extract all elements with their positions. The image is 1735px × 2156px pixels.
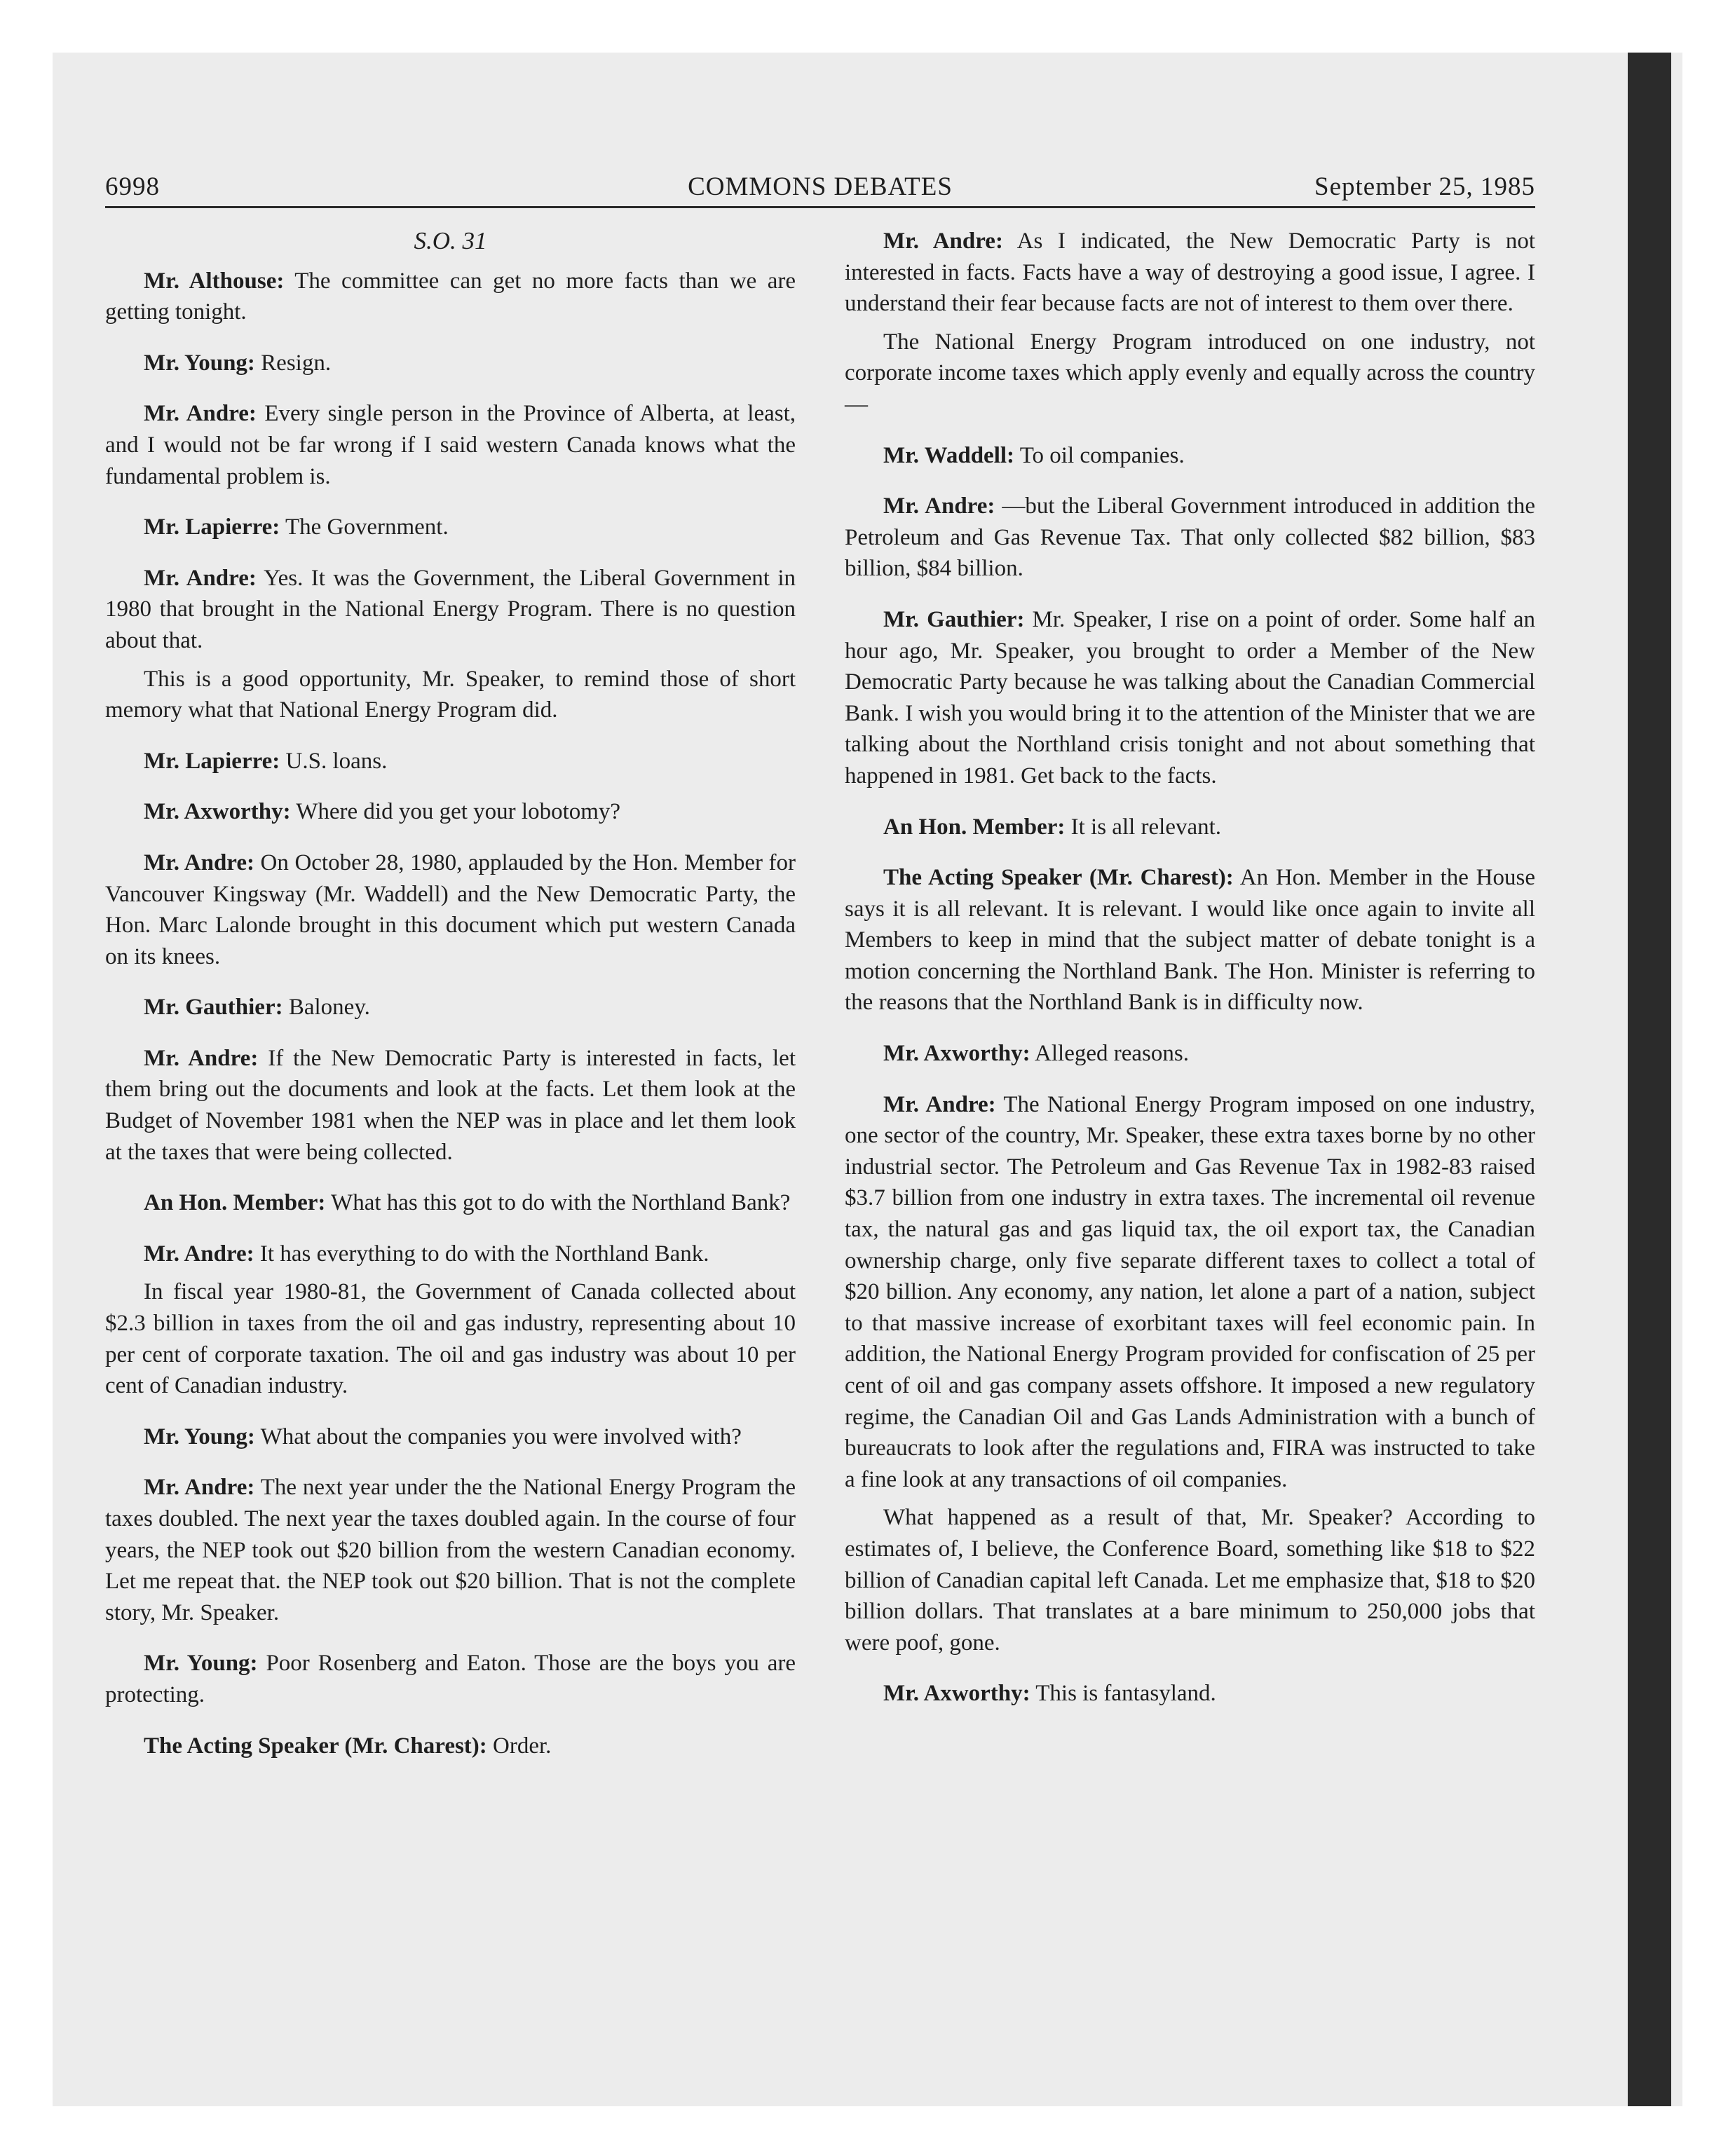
speech — [845, 440, 1535, 472]
speaker-name: Mr. Axworthy: — [883, 1681, 1030, 1707]
speech — [105, 563, 796, 657]
running-header — [105, 170, 1535, 208]
speech — [105, 992, 796, 1023]
speech — [105, 512, 796, 543]
speaker-name: Mr. Young: — [144, 350, 255, 376]
binding-edge — [1628, 53, 1671, 2106]
speech — [845, 862, 1535, 1018]
speaker-name: Mr. Andre: — [144, 850, 254, 875]
speech-text: Order. — [493, 1733, 552, 1759]
speech — [105, 1731, 796, 1762]
speaker-name: Mr. Andre: — [144, 1241, 254, 1267]
speech — [845, 1678, 1535, 1710]
speaker-name: Mr. Young: — [144, 1424, 255, 1449]
speech-text: Alleged reasons. — [1035, 1041, 1189, 1067]
speaker-name: Mr. Waddell: — [883, 442, 1015, 468]
speech — [105, 348, 796, 379]
speech — [105, 1421, 796, 1453]
speaker-name: Mr. Gauthier: — [883, 606, 1025, 632]
speaker-name: Mr. Andre: — [883, 1091, 996, 1117]
speech-continuation — [105, 1276, 796, 1401]
speech — [105, 746, 796, 777]
speech-text: The National Energy Program imposed on one industry, one sector of the country, Mr. Speaker, these extra taxes borne by no other industrial sector. The Petroleum and Gas Revenue Tax in 1982-83 raised $3.7 billion from one industry in extra taxes. The incremental oil revenue tax, the natural gas and gas liquid tax, the oil export tax, the Canadian ownership charge, only five separate different taxes to collect a total of $20 billion. Any economy, any nation, let alone a part of a nation, subject to that massive increase of exorbitant taxes will feel economic pain. In addition, the National Energy Program provided for confiscation of 25 per cent of oil and gas company assets offshore. It imposed a new regulatory regime, the Canadian Oil and Gas Lands Administration with a bunch of bureaucrats to look after the regulations and, FIRA was instructed to take a fine look at any transactions of oil companies. — [845, 1091, 1536, 1492]
speaker-name: Mr. Andre: — [144, 1475, 255, 1501]
speech-text: Where did you get your lobotomy? — [296, 799, 621, 825]
speech-text: It is all relevant. — [1070, 814, 1222, 840]
speech-text: On October 28, 1980, applauded by the Hon. Member for Vancouver Kingsway (Mr. Waddell) and the New Democratic Party, the Hon. Marc Lalonde brought in this document which put western Canada on its knees. — [105, 850, 796, 969]
publication-title: COMMONS DEBATES — [688, 172, 953, 201]
speech-text: To oil companies. — [1019, 442, 1185, 468]
speech — [845, 812, 1535, 843]
speaker-name: Mr. Axworthy: — [883, 1041, 1030, 1067]
speaker-name: An Hon. Member: — [144, 1190, 326, 1216]
speech-text: —but the Liberal Government introduced in addition the Petroleum and Gas Revenue Tax. That only collected $82 billion, $83 billion, $84 billion. — [845, 493, 1535, 582]
speaker-name: Mr. Axworthy: — [144, 799, 291, 825]
speaker-name: Mr. Andre: — [144, 1045, 259, 1071]
speaker-name: Mr. Andre: — [144, 565, 257, 591]
speaker-name: Mr. Andre: — [144, 401, 257, 427]
speaker-name: Mr. Young: — [144, 1651, 258, 1677]
speech-text: This is fantasyland. — [1035, 1681, 1216, 1707]
speech-text: In fiscal year 1980-81, the Government of Canada collected about $2.3 billion in taxes from the oil and gas industry, representing about 10 per cent of corporate taxation. The oil and gas industry was about 10 per cent of Canadian industry. — [105, 1279, 796, 1399]
speech-text: U.S. loans. — [285, 748, 388, 774]
speaker-name: Mr. Gauthier: — [144, 995, 283, 1021]
speech — [845, 491, 1535, 585]
speech-text: It has everything to do with the Northland Bank. — [259, 1241, 709, 1267]
speech — [845, 604, 1535, 792]
speaker-name: Mr. Althouse: — [144, 268, 285, 294]
speech — [105, 1648, 796, 1710]
speech-text: As I indicated, the New Democratic Party is not interested in facts. Facts have a way of destroying a good issue, I agree. I understand their fear because facts are not of interest to them over there. — [845, 228, 1535, 317]
speech-text: The Government. — [285, 514, 449, 540]
speech-text: If the New Democratic Party is interested in facts, let them bring out the documents and look at the facts. Let them look at the Budget of November 1981 when the NEP was in place and let them look at the taxes that were being collected. — [105, 1045, 796, 1165]
speech — [105, 1043, 796, 1168]
speech-text: Poor Rosenberg and Eaton. Those are the boys you are protecting. — [105, 1651, 796, 1707]
speech-text: What happened as a result of that, Mr. Speaker? According to estimates of, I believe, the Conference Board, something like $18 to $22 billion of Canadian capital left Canada. Let me emphasize that, $18 to $20 billion dollars. That translates at a bare minimum to 250,000 jobs that were poof, gone. — [845, 1505, 1535, 1656]
speech — [105, 847, 796, 972]
speech — [105, 1472, 796, 1628]
speech-text: Baloney. — [288, 995, 370, 1021]
speech — [105, 398, 796, 492]
speech-text: Mr. Speaker, I rise on a point of order. Some half an hour ago, Mr. Speaker, you brought to order a Member of the New Democratic Party because he was talking about the Canadian Commercial Bank. I wish you would bring it to the attention of the Minister that we are talking about the Northland crisis tonight and not about something that happened in 1981. Get back to the facts. — [845, 606, 1535, 789]
speech-text: The next year under the the National Energy Program the taxes doubled. The next year the taxes doubled again. In the course of four years, the NEP took out $20 billion from the western Canadian economy. Let me repeat that. the NEP took out $20 billion. That is not the complete story, Mr. Speaker. — [105, 1475, 796, 1625]
speech — [845, 1089, 1535, 1496]
speech — [845, 226, 1535, 320]
speech-continuation — [845, 1502, 1535, 1658]
speech-text: Yes. It was the Government, the Liberal Government in 1980 that brought in the National Energy Program. There is no question about that. — [105, 565, 796, 653]
speech-continuation — [845, 327, 1535, 421]
speech — [105, 266, 796, 328]
speech-text: The committee can get no more facts than we are getting tonight. — [105, 268, 796, 325]
right-column — [845, 226, 1535, 1729]
speaker-name: Mr. Lapierre: — [144, 514, 280, 540]
speech-continuation — [105, 664, 796, 726]
speaker-name: The Acting Speaker (Mr. Charest): — [144, 1733, 487, 1759]
speech — [105, 796, 796, 828]
speech-text: Every single person in the Province of Alberta, at least, and I would not be far wrong if I said western Canada knows what the fundamental problem is. — [105, 401, 796, 489]
speaker-name: An Hon. Member: — [883, 814, 1066, 840]
page-number: 6998 — [105, 172, 160, 201]
speech-text: What about the companies you were involved with? — [260, 1424, 742, 1449]
speech — [845, 1038, 1535, 1070]
speaker-name: Mr. Andre: — [883, 228, 1003, 254]
speech-text: Resign. — [261, 350, 332, 376]
speaker-name: Mr. Lapierre: — [144, 748, 280, 774]
speaker-name: The Acting Speaker (Mr. Charest): — [883, 865, 1234, 891]
left-column — [105, 226, 796, 1781]
speech-text: The National Energy Program introduced on one industry, not corporate income taxes which apply evenly and equally across the country— — [845, 329, 1535, 417]
page-date: September 25, 1985 — [1314, 172, 1535, 201]
speech-text: This is a good opportunity, Mr. Speaker, to remind those of short memory what that National Energy Program did. — [105, 666, 796, 723]
section-heading: S.O. 31 — [414, 227, 487, 254]
speech-text: An Hon. Member in the House says it is all relevant. It is relevant. I would like once again to invite all Members to keep in mind that the subject matter of debate tonight is a motion concerning the Northland Bank. The Hon. Minister is referring to the reasons that the Northland Bank is in difficulty now. — [845, 865, 1536, 1016]
speech-text: What has this got to do with the Northland Bank? — [331, 1190, 791, 1216]
speaker-name: Mr. Andre: — [883, 493, 995, 519]
speech — [105, 1239, 796, 1270]
speech — [105, 1187, 796, 1219]
